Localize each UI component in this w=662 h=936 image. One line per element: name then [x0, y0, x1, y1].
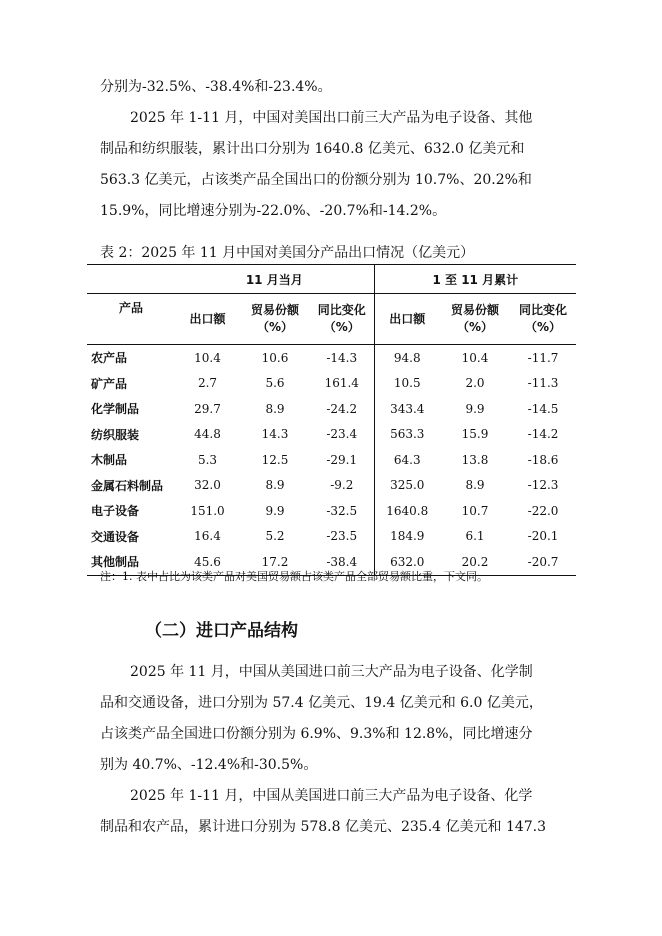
table-corner: [87, 265, 175, 294]
product-cell: 木制品: [91, 453, 128, 468]
paragraph-4: [100, 781, 570, 843]
value-cell: -20.7: [510, 549, 576, 575]
value-cell: -32.5: [310, 498, 374, 524]
value-cell: 14.3: [261, 427, 289, 442]
export-table: [87, 264, 576, 576]
paragraph-2: [100, 103, 570, 227]
value-cell: -20.1: [527, 529, 559, 544]
text-line: 品和交通设备，进口分别为 57.4 亿美元、19.4 亿美元和 6.0 亿美元，: [100, 695, 543, 711]
column-header-line: （%）: [457, 320, 494, 334]
column-header: [374, 294, 440, 345]
value-cell: -38.4: [310, 549, 374, 575]
value-cell: 94.8: [374, 345, 440, 371]
product-column-header: 产品: [87, 294, 175, 345]
value-cell: -14.3: [310, 345, 374, 371]
column-header: [175, 294, 240, 345]
value-cell: -23.4: [310, 422, 374, 448]
value-cell: -14.2: [527, 427, 559, 442]
value-cell: 12.5: [261, 452, 289, 467]
product-cell: 金属石料制品: [91, 478, 164, 493]
text-line: 2025 年 11 月，中国从美国进口前三大产品为电子设备、化学制: [130, 664, 533, 680]
value-cell: 10.7: [461, 503, 489, 518]
product-cell: 其他制品: [87, 549, 175, 575]
column-header-line: （%）: [323, 320, 360, 334]
value-cell: 632.0: [374, 549, 440, 575]
value-cell: 161.4: [310, 371, 374, 397]
column-header-line: 贸易份额: [451, 303, 500, 317]
text-line: 2025 年 1-11 月，中国对美国出口前三大产品为电子设备、其他: [130, 110, 533, 126]
section-heading: （二）进口产品结构: [145, 621, 298, 641]
value-cell: -24.2: [310, 396, 374, 422]
value-cell: 64.3: [393, 452, 421, 467]
value-cell: 325.0: [390, 478, 425, 493]
value-cell: -14.5: [527, 401, 559, 416]
table-row: [87, 524, 576, 550]
text-line: 制品和农产品，累计进口分别为 578.8 亿美元、235.4 亿美元和 147.3: [100, 819, 547, 835]
value-cell: -18.6: [527, 452, 559, 467]
column-header-line: （%）: [525, 320, 562, 334]
value-cell: 44.8: [194, 427, 221, 442]
text-line: 2025 年 1-11 月，中国从美国进口前三大产品为电子设备、化学: [130, 788, 533, 804]
text-line: 分别为-32.5%、-38.4%和-23.4%。: [100, 79, 332, 95]
table-row: [87, 422, 576, 448]
value-cell: 5.2: [265, 529, 285, 544]
table-row: [87, 396, 576, 422]
value-cell: 5.6: [265, 376, 285, 391]
value-cell: -12.3: [527, 478, 559, 493]
value-cell: 10.5: [393, 376, 421, 391]
value-cell: 8.9: [265, 401, 285, 416]
product-cell: 矿产品: [91, 376, 128, 391]
table-note: 注：1. 表中占比为该类产品对美国贸易额占该类产品全部贸易额比重，下文同。: [100, 570, 488, 583]
group-header-cumulative: 1 至 11 月累计: [374, 265, 576, 294]
value-cell: 15.9: [461, 427, 489, 442]
value-cell: 29.7: [194, 401, 221, 416]
value-cell: 20.2: [440, 549, 510, 575]
column-header: [510, 294, 576, 345]
value-cell: 45.6: [175, 549, 240, 575]
value-cell: -9.2: [310, 473, 374, 499]
product-cell: 纺织服装: [91, 427, 140, 442]
table-row: [87, 473, 576, 499]
value-cell: 32.0: [194, 478, 221, 493]
product-cell: 交通设备: [91, 529, 140, 544]
column-header-line: 出口额: [389, 311, 426, 326]
value-cell: -11.3: [527, 376, 559, 391]
value-cell: 343.4: [390, 401, 425, 416]
value-cell: 10.4: [175, 345, 240, 371]
product-cell: 电子设备: [91, 504, 140, 519]
value-cell: -29.1: [310, 447, 374, 473]
value-cell: 151.0: [190, 503, 225, 518]
text-line: 制品和纺织服装，累计出口分别为 1640.8 亿美元、632.0 亿美元和: [100, 141, 525, 157]
value-cell: 6.1: [465, 529, 485, 544]
table-row: [87, 498, 576, 524]
text-line: 别为 40.7%、-12.4%和-30.5%。: [100, 757, 318, 773]
column-header-line: （%）: [256, 320, 294, 334]
product-cell: 化学制品: [91, 402, 140, 417]
paragraph-3: [100, 657, 570, 781]
table-row: [87, 371, 576, 397]
column-header: [310, 294, 374, 345]
column-header-line: 同比变化: [317, 303, 366, 317]
value-cell: 10.4: [440, 345, 510, 371]
value-cell: 9.9: [465, 401, 485, 416]
product-cell: 农产品: [87, 345, 175, 371]
value-cell: 184.9: [390, 529, 425, 544]
column-header: [440, 294, 510, 345]
table-caption: 表 2：2025 年 11 月中国对美国分产品出口情况（亿美元）: [100, 245, 475, 261]
column-header-line: 同比变化: [519, 303, 568, 317]
value-cell: 5.3: [197, 452, 218, 467]
value-cell: 563.3: [390, 427, 425, 442]
value-cell: 8.9: [465, 478, 485, 493]
text-line: 563.3 亿美元，占该类产品全国出口的份额分别为 10.7%、20.2%和: [100, 172, 532, 188]
value-cell: 16.4: [194, 529, 221, 544]
value-cell: 17.2: [240, 549, 310, 575]
value-cell: 10.6: [240, 345, 310, 371]
column-header-line: 贸易份额: [250, 303, 299, 317]
column-header-line: 出口额: [189, 311, 226, 326]
value-cell: -23.5: [310, 524, 374, 550]
value-cell: -22.0: [527, 503, 559, 518]
table-row: [87, 345, 576, 371]
value-cell: 2.7: [197, 376, 218, 391]
value-cell: 8.9: [265, 478, 285, 493]
text-line: 15.9%，同比增速分别为-22.0%、-20.7%和-14.2%。: [100, 203, 447, 219]
value-cell: 2.0: [465, 376, 485, 391]
table-row: [87, 447, 576, 473]
column-header: [240, 294, 310, 345]
value-cell: 1640.8: [386, 503, 429, 518]
group-header-month: 11 月当月: [175, 265, 374, 294]
paragraph-1: [100, 72, 570, 103]
text-line: 占该类产品全国进口份额分别为 6.9%、9.3%和 12.8%，同比增速分: [100, 726, 533, 742]
value-cell: 9.9: [265, 503, 285, 518]
value-cell: -11.7: [510, 345, 576, 371]
value-cell: 13.8: [461, 452, 489, 467]
